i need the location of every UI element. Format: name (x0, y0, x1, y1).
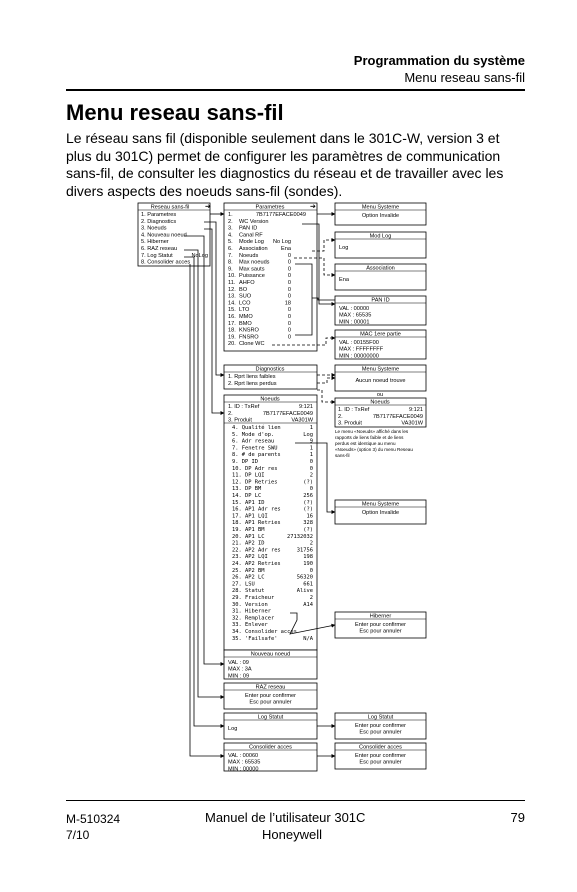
parametres-item-label: Clone WC (239, 341, 265, 348)
noeuds-item-value: 27132032 (287, 533, 313, 540)
conn-consolider (190, 264, 224, 756)
noeuds-item-value: (?) (303, 499, 313, 506)
noeuds-right-head-label: 2. (338, 413, 343, 420)
parametres-item-num: 12. (228, 286, 236, 293)
noeuds-item-value: N/A (303, 635, 313, 642)
noeuds-item-value: 198 (303, 554, 313, 561)
mac-line: MIN : 00000000 (339, 353, 379, 360)
parametres-item-label: Mode Log (239, 239, 264, 246)
main-menu-log-value: NoLog (191, 252, 208, 259)
main-menu-item: 5. Hiberner (141, 239, 169, 246)
noeuds-item-value: 16 (306, 513, 313, 520)
noeuds-item-label: 25. AP2 BM (232, 567, 265, 574)
hiberner-line: Esc pour annuler (359, 628, 402, 635)
noeuds-item-value: Alive (296, 588, 313, 595)
menu-systeme-2-text: Aucun noeud trouve (355, 377, 406, 384)
main-menu-arrow: ➔ (205, 203, 211, 211)
main-menu-item: 7. Log Statut (141, 252, 173, 259)
noeuds-item-label: 32. Remplacer (232, 615, 275, 622)
footer-doc-id: M-510324 (66, 812, 121, 826)
pan-id-line: MIN : 00001 (339, 319, 370, 326)
parametres-item-value: 0 (287, 334, 291, 341)
noeuds-item-label: 31. Hiberner (232, 608, 271, 615)
parametres-item-label: Max sauts (239, 266, 265, 273)
noeuds-item-label: 29. Fraicheur (232, 595, 275, 601)
log-statut-2-title: Log Statut (367, 714, 394, 721)
menu-systeme-3-line: Option Invalide (361, 509, 400, 516)
mac-title: MAC 1ere partie (360, 331, 401, 338)
nouveau-noeud-line: VAL : 09 (228, 659, 249, 666)
noeuds-head-value: 9:121 (299, 404, 313, 410)
noeuds-item-value: 0 (309, 459, 313, 465)
noeuds-item-label: 17. AP1 LQI (232, 513, 268, 520)
parametres-item-value: 0 (287, 293, 291, 300)
noeuds-item-label: 26. AP2 LC (232, 574, 265, 581)
noeuds-item-value: 0 (309, 486, 313, 493)
ou-label: ou (376, 392, 384, 398)
noeuds-item-label: 9. DP ID (232, 459, 258, 465)
parametres-item-label: MMO (239, 314, 253, 320)
parametres-item-label: Max noeuds (239, 259, 270, 266)
noeuds-item-label: 5. Mode d'op. (232, 431, 275, 438)
intro-paragraph: Le réseau sans fil (disponible seulement dans le 301C-W, version 3 et plus du 301C) permet de configurer les paramètres de communication sans-fil, de consulter les diagnostics du réseau et de travailler avec les divers aspects des noeuds sans-fil (sondes). (66, 130, 504, 199)
parametres-item-label: AHFO (239, 280, 255, 286)
noeuds-head-label: 1. ID : TxRef (228, 404, 260, 410)
parametres-item-num: 9. (228, 266, 233, 273)
parametres-item-value: Ena (281, 246, 291, 252)
conn-noeuds-sys3 (317, 443, 335, 512)
log-statut-1-text: Log (228, 725, 238, 732)
hiberner-title: Hiberner (369, 613, 392, 620)
footer-page-number: 79 (510, 810, 525, 825)
noeuds-item-value: 31756 (296, 547, 313, 554)
noeuds-item-label: 33. Enlever (232, 622, 268, 629)
menu-systeme-2-title: Menu Systeme (361, 366, 400, 373)
consolider-1-line: VAL : 00060 (228, 752, 259, 759)
noeuds-note-line: rapports de liens faible et de liens (335, 435, 404, 440)
noeuds-item-label: 11. DP LQI (232, 472, 265, 479)
main-menu-item: 8. Consolider acces (141, 259, 191, 266)
parametres-item-num: 18. (228, 327, 236, 334)
log-statut-2-line: Enter pour confirmer (355, 722, 406, 729)
parametres-item-num: 14. (228, 300, 236, 307)
parametres-item-label: PAN ID (239, 225, 258, 232)
parametres-item-value: 0 (287, 307, 291, 314)
mac-line: MAX : FFFFFFFF (339, 346, 384, 353)
menu-systeme-3-title: Menu Systeme (361, 501, 400, 508)
log-statut-2-line: Esc pour annuler (359, 729, 402, 736)
parametres-item-label: LTO (239, 307, 250, 314)
parametres-item-value: 18 (284, 300, 291, 307)
noeuds-item-value: (?) (303, 479, 313, 486)
parametres-item-label: BMO (239, 320, 252, 327)
noeuds-item-label: 8. # de parents (232, 452, 281, 459)
nouveau-noeud-line: MAX : 3A (228, 666, 252, 673)
parametres-item-value: 0 (287, 266, 291, 273)
conn-noeuds-right (317, 390, 335, 402)
consolider-1-line: MIN : 00000 (228, 766, 259, 772)
noeuds-right-head-value: 7B7177EFACE0049 (372, 413, 423, 420)
noeuds-head-label: 2. (228, 410, 233, 417)
noeuds-item-value: Log (303, 431, 313, 438)
noeuds-note-line: sans-fil (335, 453, 350, 458)
noeuds-note-line: perdus est identique au menu (335, 441, 396, 446)
noeuds-item-label: 24. AP2 Retries (232, 561, 281, 567)
noeuds-item-value: 2 (309, 472, 313, 479)
parametres-item-label: SUO (239, 293, 252, 300)
parametres-item-num: 20. (228, 341, 236, 348)
consolider-2-title: Consolider acces (359, 744, 402, 751)
noeuds-item-value: 9 (309, 438, 313, 445)
noeuds-item-value: 190 (303, 561, 313, 567)
noeuds-right-head-label: 1. ID : TxRef (338, 407, 370, 413)
parametres-item-label: BO (239, 286, 248, 293)
parametres-item-value: 0 (287, 314, 291, 320)
parametres-item-num: 8. (228, 259, 233, 266)
menu-systeme-1-title: Menu Systeme (361, 204, 400, 211)
parametres-item-value: 0 (287, 273, 291, 280)
footer-date: 7/10 (66, 828, 90, 842)
noeuds-item-label: 10. DP Adr res (232, 465, 278, 472)
parametres-item-value: 7B7177EFACE0049 (255, 212, 306, 218)
parametres-item-num: 13. (228, 293, 236, 300)
noeuds-item-value: 1 (309, 425, 313, 431)
noeuds-item-label: 18. AP1 Retries (232, 520, 281, 527)
association-text: Ena (339, 276, 349, 283)
noeuds-note-line: Le menu «Noeuds» affiché dans les (335, 429, 409, 434)
noeuds-item-value: 661 (303, 581, 313, 588)
main-menu-title: Reseau sans-fil (150, 204, 190, 211)
parametres-item-num: 5. (228, 239, 233, 246)
parametres-item-num: 7. (228, 252, 233, 259)
noeuds-item-label: 23. AP2 LQI (232, 554, 268, 561)
noeuds-item-value: A14 (303, 601, 313, 608)
noeuds-item-value: 1 (309, 445, 313, 452)
pan-id-line: VAL : 00000 (339, 305, 370, 312)
noeuds-item-value: 2 (309, 595, 313, 601)
noeuds-item-label: 21. AP2 ID (232, 540, 265, 547)
parametres-item-label: Puissance (239, 273, 265, 280)
running-header-title: Programmation du système (353, 53, 525, 68)
consolider-1-line: MAX : 65535 (228, 759, 261, 766)
noeuds-item-label: 35. 'Failsafe' (232, 635, 278, 642)
noeuds-item-label: 15. AP1 ID (232, 499, 265, 506)
noeuds-item-value: 0 (309, 567, 313, 574)
parametres-item-num: 2. (228, 218, 233, 225)
noeuds-item-label: 7. Fenetre SWU (232, 445, 278, 452)
parametres-item-value: 0 (287, 252, 291, 259)
parametres-item-num: 10. (228, 273, 236, 280)
noeuds-item-label: 19. AP1 BM (232, 527, 265, 533)
noeuds-item-label: 28. Statut (232, 588, 265, 595)
parametres-item-label: Noeuds (239, 252, 259, 259)
noeuds-item-value: 2 (309, 540, 313, 547)
noeuds-item-label: 16. AP1 Adr res (232, 506, 281, 513)
noeuds-head-value: 7B7177EFACE0049 (262, 410, 313, 417)
noeuds-title: Noeuds (260, 396, 280, 403)
mod-log-text: Log (339, 244, 349, 251)
parametres-item-label: Association (239, 246, 268, 252)
footer-rule (66, 800, 525, 801)
noeuds-item-value: (?) (303, 527, 313, 533)
noeuds-note-line: «Noeuds» (option 3) du menu Reseau (335, 447, 413, 452)
parametres-item-num: 3. (228, 225, 233, 232)
noeuds-head-label: 3. Produit (228, 417, 252, 424)
footer-manual: Manuel de l’utilisateur 301C (205, 810, 366, 825)
noeuds-right-head-value: 9:121 (409, 407, 423, 413)
raz-reseau-title: RAZ reseau (255, 684, 286, 691)
noeuds-item-label: 34. Consolider acces (232, 629, 297, 635)
noeuds-right-title: Noeuds (370, 399, 390, 406)
noeuds-item-value: 56320 (296, 574, 313, 581)
noeuds-item-label: 27. LSU (232, 581, 255, 588)
consolider-2-line: Enter pour confirmer (355, 752, 406, 759)
consolider-2-line: Esc pour annuler (359, 759, 402, 766)
parametres-item-value: 0 (287, 259, 291, 266)
parametres-item-label: KNSRO (239, 327, 259, 334)
parametres-item-num: 1. (228, 212, 233, 218)
parametres-item-num: 6. (228, 246, 233, 252)
footer-brand: Honeywell (262, 827, 322, 842)
parametres-item-num: 15. (228, 307, 236, 314)
parametres-item-label: FNSRO (239, 334, 259, 341)
diagnostics-item: 1. Rprt liens faibles (228, 374, 276, 380)
mod-log-title: Mod Log (369, 233, 392, 240)
parametres-item-num: 16. (228, 314, 236, 320)
raz-reseau-line: Esc pour annuler (249, 699, 292, 706)
noeuds-item-label: 20. AP1 LC (232, 533, 265, 540)
noeuds-item-label: 30. Version (232, 601, 268, 608)
parametres-item-label: Canal RF (239, 232, 263, 239)
parametres-title: Parametres (255, 204, 285, 211)
noeuds-right-head-label: 3. Produit (338, 420, 362, 427)
nouveau-noeud-line: MIN : 09 (228, 673, 250, 680)
noeuds-item-label: 22. AP2 Adr res (232, 547, 281, 554)
parametres-item-value: 0 (287, 280, 291, 286)
noeuds-item-label: 4. Qualité lien (232, 425, 281, 431)
noeuds-item-label: 13. DP BM (232, 486, 262, 493)
diagnostics-item: 2. Rprt liens perdus (228, 380, 277, 387)
mac-line: VAL : 00155F00 (339, 339, 379, 346)
noeuds-item-value: 256 (303, 493, 313, 499)
main-menu-item: 1. Parametres (141, 212, 177, 218)
hiberner-line: Enter pour confirmer (355, 621, 406, 628)
parametres-item-num: 11. (228, 280, 236, 286)
parametres-box (224, 203, 317, 351)
noeuds-item-value: (?) (303, 506, 313, 513)
diagnostics-title: Diagnostics (255, 366, 285, 373)
parametres-item-num: 17. (228, 320, 236, 327)
parametres-item-value: 0 (287, 327, 291, 334)
parametres-item-value: No Log (272, 239, 291, 246)
noeuds-item-value: 0 (309, 465, 313, 472)
wireless-menu-diagram (112, 200, 442, 772)
pan-id-line: MAX : 65535 (339, 312, 372, 319)
association-title: Association (366, 265, 395, 272)
noeuds-item-label: 12. DP Retries (232, 479, 278, 486)
parametres-item-value: 0 (287, 286, 291, 293)
noeuds-item-label: 14. DP LC (232, 493, 262, 499)
noeuds-head-value: VA301W (291, 417, 313, 424)
main-menu-item: 2. Diagnostics (141, 218, 177, 225)
nouveau-noeud-title: Nouveau noeud (250, 651, 291, 658)
noeuds-item-label: 6. Adr reseau (232, 438, 275, 445)
noeuds-item-value: 328 (303, 520, 313, 527)
pan-id-title: PAN ID (371, 297, 390, 304)
parametres-item-value: 0 (287, 320, 291, 327)
parametres-item-label: LCO (239, 300, 251, 307)
running-header-subtitle: Menu reseau sans-fil (404, 70, 525, 85)
noeuds-right-head-value: VA301W (401, 420, 423, 427)
conn-diag-sys2 (317, 378, 335, 383)
parametres-item-num: 19. (228, 334, 236, 341)
main-menu-item: 3. Noeuds (141, 225, 167, 232)
parametres-item-label: WC Version (239, 218, 269, 225)
log-statut-1-title: Log Statut (257, 714, 284, 721)
noeuds-item-value: 1 (309, 452, 313, 459)
parametres-item-num: 4. (228, 232, 233, 239)
page-title: Menu reseau sans-fil (66, 100, 284, 125)
parametres-arrow: ➔ (310, 203, 316, 211)
consolider-1-title: Consolider acces (249, 744, 292, 751)
menu-systeme-1-line: Option Invalide (361, 212, 400, 219)
main-menu-item: 6. RAZ reseau (141, 246, 178, 252)
main-menu-item: 4. Nouveau noeud (141, 232, 187, 239)
raz-reseau-line: Enter pour confirmer (245, 692, 296, 699)
header-rule (66, 89, 525, 91)
